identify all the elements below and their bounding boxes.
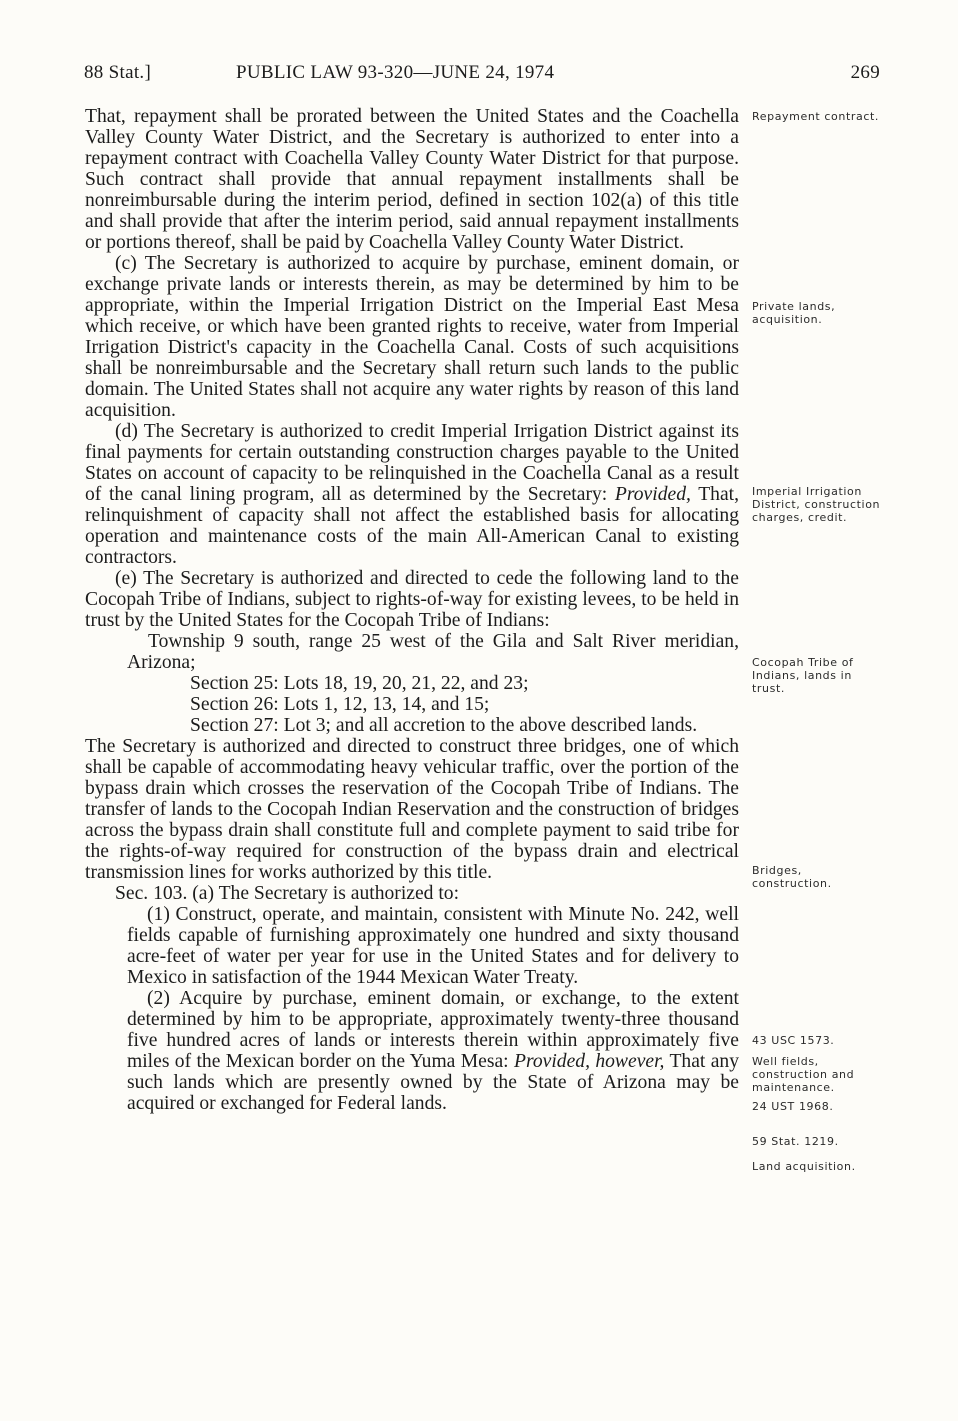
margin-note-private-lands: Private lands, acquisition. (752, 300, 836, 326)
public-law-title: PUBLIC LAW 93-320—JUNE 24, 1974 (236, 62, 555, 83)
margin-note-bridges: Bridges, construction. (752, 864, 832, 890)
section-103-heading: Sec. 103. (a) The Secretary is authorized to: (115, 883, 460, 904)
proviso-provided: Provided, (614, 484, 691, 505)
margin-note-repayment-contract: Repayment contract. (752, 110, 879, 123)
statute-reference: 88 Stat.] (84, 62, 152, 83)
margin-note-43-usc-1573: 43 USC 1573. (752, 1034, 835, 1047)
paragraph-103-a-2-text: (2) Acquire by purchase, eminent domain, or exchange, to the extent determined by him to be appropriate, approximately twenty-three thousand five hundred acres of lands or interests therein within approximately five miles of the Mexican border on the Yuma Mesa: (127, 988, 739, 1072)
paragraph-repayment: That, repayment shall be prorated between the United States and the Coachella Valley County Water District, and the Secretary is authorized to enter into a repayment contract with Coachella Valley County Water District for that purpose. Such contract shall provide that annual repayment installments shall be nonreimbursable during the interim period, defined in section 102(a) of this title and shall provide that after the interim period, said annual repayment installments or portions thereof, shall be paid by Coachella Valley County Water District. (85, 106, 739, 253)
section-25-lots: Section 25: Lots 18, 19, 20, 21, 22, and 23; (190, 673, 529, 694)
paragraph-103-a-2-proviso: That any such lands which are presently owned by the State of Arizona may be acquired or exchanged for Federal lands. (127, 1051, 739, 1114)
section-26-lots: Section 26: Lots 1, 12, 13, 14, and 15; (190, 694, 490, 715)
margin-note-well-fields: Well fields, construction and maintenance. (752, 1055, 855, 1094)
paragraph-103-a-2 (85, 988, 739, 1114)
section-27-lots: Section 27: Lot 3; and all accretion to the above described lands. (190, 715, 698, 736)
paragraph-d-proviso: That, relinquishment of capacity shall not affect the established basis for allocating operation and maintenance costs of the main All-American Canal to existing contractors. (85, 484, 740, 568)
page-header (84, 62, 880, 86)
paragraph-d-text: (d) The Secretary is authorized to credit Imperial Irrigation District against its final payments for certain outstanding construction charges payable to the United States on account of capacity to be relinquished in the Coachella Canal as a result of the canal lining program, all as determined by the Secretary: (85, 421, 739, 505)
body-text (85, 106, 739, 1114)
paragraph-bridges: The Secretary is authorized and directed to construct three bridges, one of which shall be capable of accommodating heavy vehicular traffic, over the portion of the bypass drain which crosses the reservation of the Cocopah Tribe of Indians. The transfer of lands to the Cocopah Indian Reservation and the construction of bridges across the bypass drain shall constitute full and complete payment to said tribe for the rights-of-way required for construction of the bypass drain and electrical transmission lines for works authorized by this title. (85, 736, 739, 883)
margin-note-24-ust-1968: 24 UST 1968. (752, 1100, 834, 1113)
township-description: Township 9 south, range 25 west of the Gila and Salt River meridian, Arizona; (127, 631, 739, 673)
margin-note-imperial-irrigation: Imperial Irrigation District, construction charges, credit. (752, 485, 881, 524)
paragraph-e: (e) The Secretary is authorized and directed to cede the following land to the Cocopah Tribe of Indians, subject to rights-of-way for existing levees, to be held in trust by the United States for the Cocopah Tribe of Indians: (85, 568, 739, 631)
margin-note-land-acquisition: Land acquisition. (752, 1160, 856, 1173)
page-number: 269 (850, 62, 880, 83)
paragraph-103-a-1: (1) Construct, operate, and maintain, consistent with Minute No. 242, well fields capable of furnishing approximately one hundred and sixty thousand acre-feet of water per year for use in the United States and for delivery to Mexico in satisfaction of the 1944 Mexican Water Treaty. (127, 904, 739, 988)
margin-note-cocopah-tribe: Cocopah Tribe of Indians, lands in trust. (752, 656, 854, 695)
margin-note-59-stat-1219: 59 Stat. 1219. (752, 1135, 839, 1148)
proviso-provided-however: Provided, however, (513, 1051, 665, 1072)
paragraph-d (85, 421, 739, 568)
paragraph-c: (c) The Secretary is authorized to acquire by purchase, eminent domain, or exchange private lands or interests therein, as may be determined by him to be appropriate, within the Imperial Irrigation District on the Imperial East Mesa which receive, or which have been granted rights to receive, water from Imperial Irrigation District's capacity in the Coachella Canal. Costs of such acquisitions shall be nonreimbursable and the Secretary shall return such lands to the public domain. The United States shall not acquire any water rights by reason of this land acquisition. (85, 253, 739, 421)
